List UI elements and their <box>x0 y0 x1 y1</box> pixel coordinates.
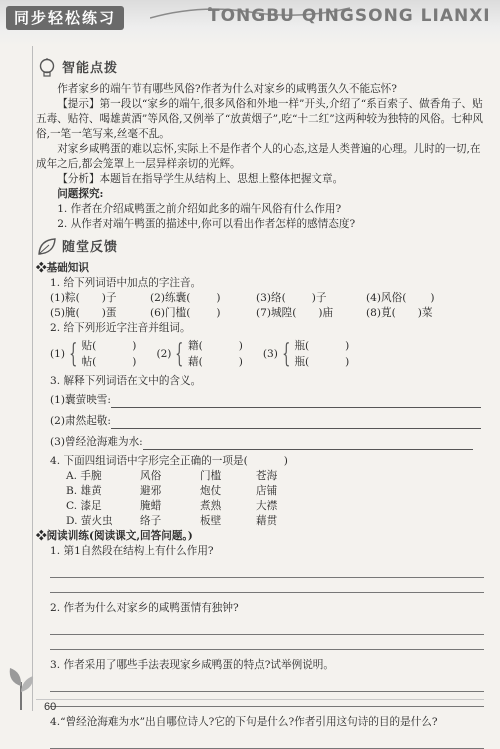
left-margin-rule <box>32 46 33 711</box>
question-4: 4. 下面四组词语中字形完全正确的一项是( ) <box>50 455 288 467</box>
smart-analysis: 【分析】本题旨在指导学生从结构上、思想上整体把握文章。 <box>57 173 344 185</box>
form-group[interactable]: (1) { 贴( ) 帖( ) <box>50 339 137 369</box>
header-pinyin: TONGBU QINGSONG LIANXI <box>208 6 491 26</box>
practice-heading-label: 随堂反馈 <box>62 239 119 255</box>
question-1: 1. 给下列词语中加点的字注音。 <box>50 277 202 289</box>
option-list <box>36 469 484 529</box>
form-group-row <box>36 338 484 370</box>
page-number: 60 <box>44 701 57 713</box>
option-a[interactable]: A. 手腕 风俗 门槛 苍海 <box>66 470 278 482</box>
answer-line[interactable] <box>50 578 484 593</box>
inquiry-item: 2. 从作者对端午鸭蛋的描述中,你可以看出作者怎样的感情态度? <box>57 218 356 230</box>
smart-hint: 【提示】第一段以“家乡的端午,很多风俗和外地一样”开头,介绍了“系百索子、做香角子、贴五毒、贴符、喝雄黄酒”等风俗,又例举了“放黄烟子”,吃“十二红”这两种较为独特的风俗。七种风俗,一笔一笔写来,丝毫不乱。 <box>36 98 483 140</box>
question-2: 2. 给下列形近字注音并组词。 <box>50 322 191 334</box>
pinyin-row <box>36 306 484 321</box>
answer-line[interactable] <box>50 635 484 650</box>
pinyin-row <box>36 291 484 306</box>
header-title: 同步轻松练习 <box>6 6 124 30</box>
option-d[interactable]: D. 萤火虫 络子 板壁 藉贯 <box>66 515 278 527</box>
answer-line[interactable] <box>50 673 484 692</box>
plant-icon <box>6 662 36 712</box>
reading-question: 2. 作者为什么对家乡的咸鸭蛋情有独钟? <box>50 602 239 614</box>
practice-section-heading <box>36 235 484 259</box>
answer-line[interactable] <box>50 559 484 578</box>
smart-paragraph: 对家乡咸鸭蛋的难以忘怀,实际上不是作者个人的心态,这是人类普遍的心理。儿时的一切,在成年之后,都会笼罩上一层异样亲切的光辉。 <box>36 143 481 170</box>
term-line[interactable]: (3)曾经沧海难为水: <box>36 435 484 450</box>
form-group[interactable]: (2) { 籍( ) 藉( ) <box>156 339 243 369</box>
pinyin-item[interactable]: (6)门槛( ) <box>150 307 221 319</box>
page-content <box>36 56 484 749</box>
basic-knowledge-title: ❖基础知识 <box>36 262 89 274</box>
pinyin-item[interactable]: (3)络( )子 <box>256 292 327 304</box>
reading-title: ❖阅读训练(阅读课文,回答问题。) <box>36 530 193 542</box>
pinyin-item[interactable]: (5)腌( )蛋 <box>50 307 117 319</box>
form-group[interactable]: (3) { 瓶( ) 瓶( ) <box>262 339 350 369</box>
smart-question: 作者家乡的端午节有哪些风俗?作者为什么对家乡的咸鸭蛋久久不能忘怀? <box>57 83 397 95</box>
smart-heading-label: 智能点拨 <box>62 60 119 76</box>
inquiry-item: 1. 作者在介绍咸鸭蛋之前介绍如此多的端午风俗有什么作用? <box>57 203 342 215</box>
inquiry-title: 问题探究: <box>57 188 104 200</box>
question-3: 3. 解释下列词语在文中的含义。 <box>50 375 202 387</box>
lightbulb-icon <box>36 57 58 79</box>
pinyin-item[interactable]: (7)城隍( )庙 <box>256 307 334 319</box>
term-line[interactable]: (1)囊萤映雪: <box>36 393 484 408</box>
pinyin-item[interactable]: (8)莧( )菜 <box>366 307 433 319</box>
reading-question: 3. 作者采用了哪些手法表现家乡咸鸭蛋的特点?试举例说明。 <box>50 659 334 671</box>
footer-rule <box>36 699 484 700</box>
pinyin-item[interactable]: (4)风俗( ) <box>366 292 435 304</box>
answer-line[interactable] <box>50 616 484 635</box>
pinyin-item[interactable]: (2)练囊( ) <box>150 292 221 304</box>
smart-section-heading <box>36 56 484 80</box>
option-b[interactable]: B. 雄黄 避邪 炮仗 店铺 <box>66 485 278 497</box>
option-c[interactable]: C. 漆足 腌蜡 煮熟 大襟 <box>66 500 278 512</box>
term-line[interactable]: (2)肃然起敬: <box>36 414 484 429</box>
leaf-icon <box>36 236 58 258</box>
reading-question: 1. 第1自然段在结构上有什么作用? <box>50 545 214 557</box>
reading-question: 4.“曾经沧海难为水”出自哪位诗人?它的下句是什么?作者引用这句诗的目的是什么? <box>50 716 438 728</box>
pinyin-item[interactable]: (1)粽( )子 <box>50 292 117 304</box>
